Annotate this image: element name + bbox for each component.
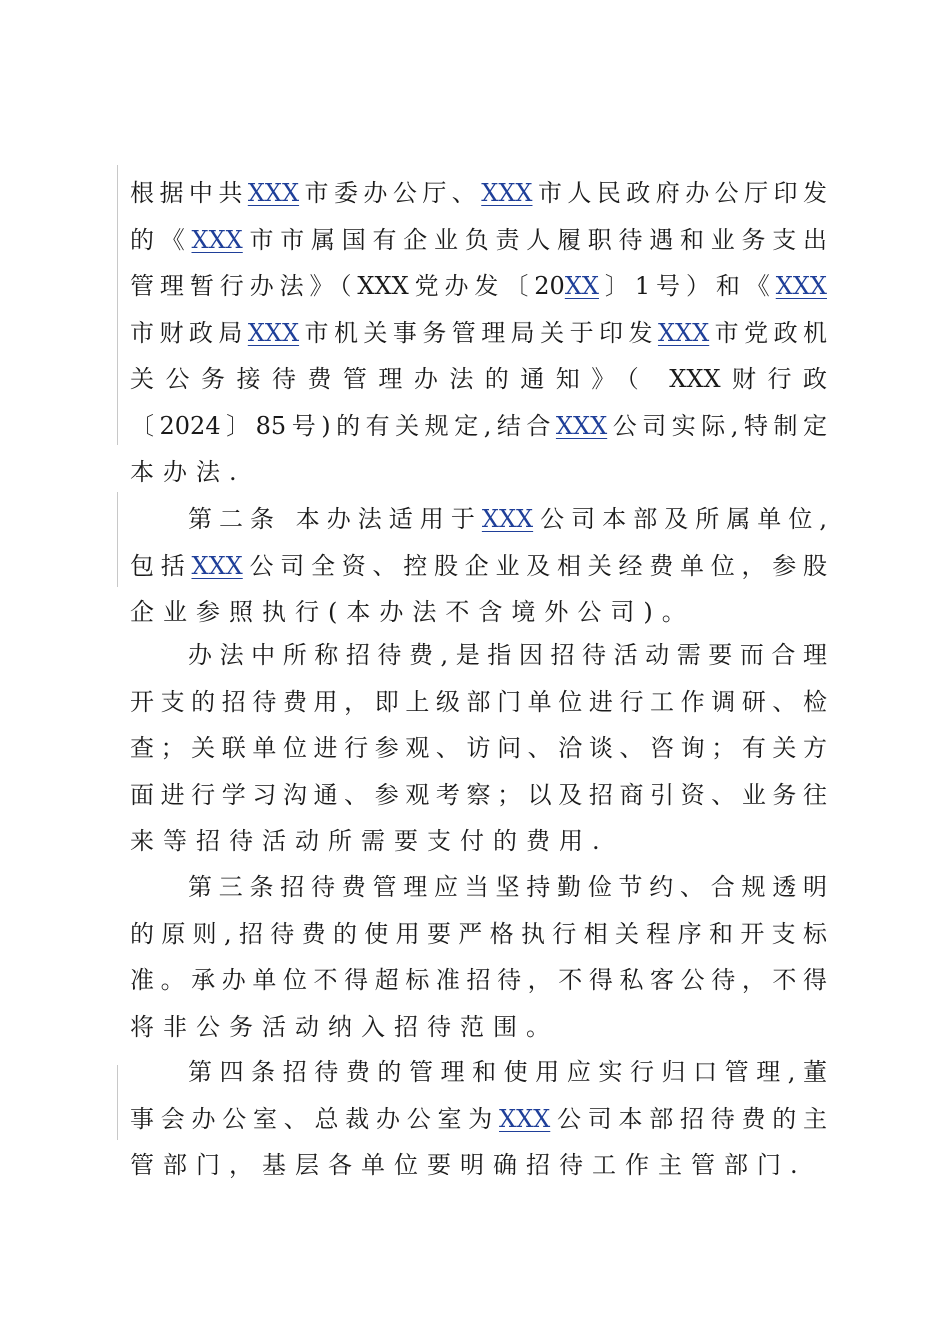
text-segment: 第三条招待费管理应当坚持勤俭节约、合规透明 — [188, 873, 827, 901]
placeholder-link[interactable]: XXX — [499, 1104, 551, 1133]
text-segment: 市市属国有企业负责人履职待遇和业务支出 — [242, 225, 828, 254]
text-segment: 开支的招待费用，即上级部门单位进行工作调研、检 — [130, 687, 827, 716]
text-segment: 事会办公室、总裁办公室为 — [130, 1104, 499, 1133]
text-line — [130, 725, 827, 772]
paragraph-2 — [130, 496, 827, 636]
text-line — [130, 1049, 827, 1096]
text-line — [130, 496, 827, 543]
paragraph-3 — [130, 632, 827, 865]
text-segment: 的《 — [130, 225, 192, 254]
text-segment: 市委办公厅、 — [299, 179, 482, 207]
text-line — [130, 543, 827, 590]
text-line — [130, 772, 827, 819]
text-segment: 准。承办单位不得超标准招待，不得私客公待，不得 — [130, 966, 827, 994]
paragraph-1 — [130, 170, 827, 496]
text-segment: 市财政局 — [130, 318, 248, 347]
text-segment: 根据中共 — [130, 179, 248, 207]
placeholder-link[interactable]: XXX — [555, 411, 608, 440]
placeholder-link[interactable]: XXX — [657, 318, 710, 347]
placeholder-link[interactable]: XXX — [191, 225, 243, 254]
text-segment: 企业参照执行(本办法不含境外公司)。 — [130, 598, 695, 626]
text-segment: 市人民政府办公厅印发 — [532, 179, 828, 207]
text-line — [130, 818, 827, 865]
text-segment: 公司实际,特制定 — [607, 411, 827, 440]
text-segment: 面进行学习沟通、参观考察；以及招商引资、业务往 — [130, 780, 827, 809]
text-segment: 市党政机 — [709, 318, 828, 347]
margin-change-bar — [117, 165, 118, 445]
placeholder-link[interactable]: XXX — [247, 318, 300, 347]
text-line — [130, 1096, 827, 1143]
text-segment: 公司本部及所属单位, — [533, 505, 827, 533]
text-line — [130, 403, 827, 450]
text-segment: 查；关联单位进行参观、访问、洽谈、咨询；有关方 — [130, 734, 827, 762]
text-segment: 公司全资、控股企业及相关经费单位，参股 — [242, 551, 828, 580]
placeholder-link[interactable]: XX — [564, 272, 599, 300]
text-segment: 第二条 本办法适用于 — [188, 505, 482, 533]
text-segment: 关公务接待费管理办法的通知》（ XXX财行政 — [130, 365, 827, 393]
text-segment: 市机关事务管理局关于印发 — [299, 318, 658, 347]
text-line — [130, 356, 827, 403]
paragraph-4 — [130, 864, 827, 1050]
placeholder-link[interactable]: XXX — [247, 179, 300, 207]
placeholder-link[interactable]: XXX — [191, 551, 243, 580]
text-segment: 〔2024〕85号)的有关规定,结合 — [130, 411, 556, 440]
text-segment: 公司本部招待费的主 — [550, 1104, 828, 1133]
text-line — [130, 1142, 827, 1189]
text-line — [130, 449, 827, 496]
text-line — [130, 263, 827, 310]
text-line — [130, 170, 827, 217]
text-line — [130, 957, 827, 1004]
placeholder-link[interactable]: XXX — [481, 505, 534, 533]
text-line — [130, 632, 827, 679]
text-line — [130, 679, 827, 726]
placeholder-link[interactable]: XXX — [481, 179, 533, 207]
text-segment: 第四条招待费的管理和使用应实行归口管理,董 — [188, 1058, 827, 1086]
margin-change-bar — [117, 1065, 118, 1140]
text-segment: 本办法. — [130, 458, 246, 486]
text-segment: 来等招待活动所需要支付的费用. — [130, 827, 609, 855]
text-line — [130, 310, 827, 357]
text-line — [130, 589, 827, 636]
text-segment: 管部门，基层各单位要明确招待工作主管部门. — [130, 1151, 807, 1179]
text-segment: 的原则,招待费的使用要严格执行相关程序和开支标 — [130, 919, 827, 948]
text-segment: 〕1号）和《 — [598, 272, 776, 300]
text-line — [130, 864, 827, 911]
placeholder-link[interactable]: XXX — [775, 272, 827, 300]
text-segment: 管理暂行办法》（XXX党办发〔20 — [130, 272, 565, 300]
text-line — [130, 1004, 827, 1051]
text-segment: 包括 — [130, 551, 192, 580]
text-segment: 办法中所称招待费,是指因招待活动需要而合理 — [188, 641, 827, 669]
text-line — [130, 217, 827, 264]
margin-change-bar — [117, 492, 118, 587]
paragraph-5 — [130, 1049, 827, 1189]
text-line — [130, 911, 827, 958]
text-segment: 将非公务活动纳入招待范围。 — [130, 1012, 559, 1041]
